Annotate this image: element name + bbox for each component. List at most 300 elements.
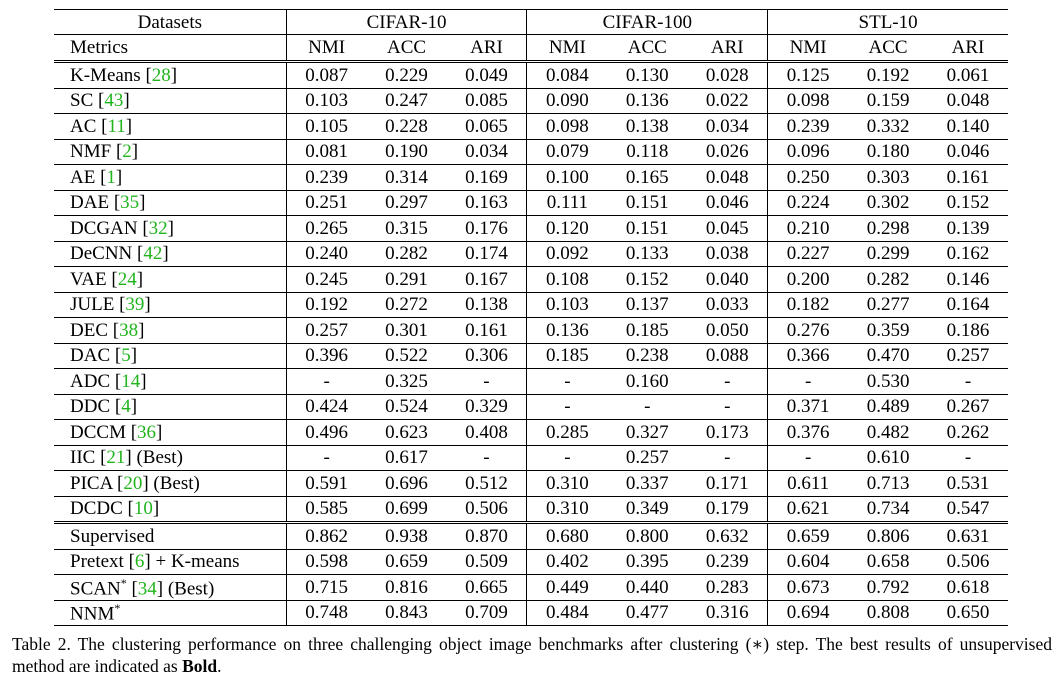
table-row <box>54 292 1008 318</box>
value-cell: 0.299 <box>848 241 928 267</box>
value-cell: 0.315 <box>367 216 447 242</box>
method-name: DCDC <box>70 498 123 520</box>
method-name: Supervised <box>70 525 155 547</box>
method-name-cell: DEC [38] <box>54 318 286 344</box>
value-cell: 0.748 <box>286 600 366 626</box>
value-cell: 0.033 <box>687 292 767 318</box>
citation-link[interactable]: 43 <box>104 90 124 112</box>
value-cell: 0.477 <box>607 600 687 626</box>
value-cell: - <box>687 369 767 395</box>
method-name-cell <box>54 600 286 626</box>
table-row <box>54 523 1008 550</box>
method-suffix: + K-means <box>150 551 240 573</box>
value-cell: 0.169 <box>447 165 527 191</box>
method-name: DDC <box>70 396 111 418</box>
value-cell: 0.028 <box>687 62 767 89</box>
method-name: IIC <box>70 447 96 469</box>
method-name-cell: DCGAN [32] <box>54 216 286 242</box>
table-row <box>54 190 1008 216</box>
citation-link[interactable]: 24 <box>117 268 137 290</box>
table-row <box>54 369 1008 395</box>
citation-link[interactable]: 32 <box>148 217 168 239</box>
value-cell: 0.816 <box>367 575 447 601</box>
citation-link[interactable]: 39 <box>125 294 145 316</box>
citation-link[interactable]: 21 <box>106 447 126 469</box>
value-cell: 0.611 <box>768 471 848 497</box>
value-cell: 0.186 <box>928 318 1008 344</box>
citation-link[interactable]: 20 <box>123 472 143 494</box>
value-cell: 0.522 <box>367 343 447 369</box>
value-cell: 0.531 <box>928 471 1008 497</box>
value-cell: 0.257 <box>928 343 1008 369</box>
value-cell: 0.167 <box>447 267 527 293</box>
table-row <box>54 139 1008 165</box>
value-cell: 0.125 <box>768 62 848 89</box>
table-row <box>54 318 1008 344</box>
value-cell: 0.302 <box>848 190 928 216</box>
value-cell: 0.262 <box>928 420 1008 446</box>
table-row <box>54 600 1008 626</box>
value-cell: 0.440 <box>607 575 687 601</box>
header-datasets-row <box>54 10 1008 35</box>
value-cell: 0.650 <box>928 600 1008 626</box>
value-cell: 0.282 <box>848 267 928 293</box>
value-cell: 0.185 <box>607 318 687 344</box>
value-cell: 0.806 <box>848 523 928 550</box>
method-name: SC <box>70 90 94 112</box>
value-cell: - <box>527 394 607 420</box>
value-cell: 0.048 <box>928 88 1008 114</box>
value-cell: 0.310 <box>527 471 607 497</box>
value-cell: 0.257 <box>607 445 687 471</box>
value-cell: 0.524 <box>367 394 447 420</box>
value-cell: 0.506 <box>928 549 1008 575</box>
value-cell: 0.792 <box>848 575 928 601</box>
value-cell: 0.610 <box>848 445 928 471</box>
value-cell: 0.265 <box>286 216 366 242</box>
citation-link[interactable]: 4 <box>121 396 131 418</box>
value-cell: 0.402 <box>527 549 607 575</box>
value-cell: 0.162 <box>928 241 1008 267</box>
value-cell: 0.137 <box>607 292 687 318</box>
value-cell: 0.800 <box>607 523 687 550</box>
value-cell: 0.163 <box>447 190 527 216</box>
metric-header: NMI <box>527 35 607 62</box>
datasets-header: Datasets <box>54 10 286 35</box>
value-cell: 0.298 <box>848 216 928 242</box>
citation-link[interactable]: 14 <box>121 370 141 392</box>
method-name-cell: SCAN* [34] (Best) <box>54 575 286 601</box>
value-cell: 0.734 <box>848 496 928 523</box>
value-cell: 0.228 <box>367 114 447 140</box>
value-cell: 0.673 <box>768 575 848 601</box>
method-name-cell: DeCNN [42] <box>54 241 286 267</box>
value-cell: 0.160 <box>607 369 687 395</box>
value-cell: 0.449 <box>527 575 607 601</box>
value-cell: 0.598 <box>286 549 366 575</box>
method-name-cell: DCDC [10] <box>54 496 286 523</box>
table-caption <box>12 633 1052 677</box>
table-row <box>54 445 1008 471</box>
value-cell: 0.161 <box>447 318 527 344</box>
value-cell: 0.092 <box>527 241 607 267</box>
value-cell: 0.297 <box>367 190 447 216</box>
group-cifar10-header: CIFAR-10 <box>286 10 527 35</box>
value-cell: 0.151 <box>607 190 687 216</box>
value-cell: 0.376 <box>768 420 848 446</box>
method-name: DCGAN <box>70 217 138 239</box>
method-name-cell: VAE [24] <box>54 267 286 293</box>
table-row <box>54 267 1008 293</box>
value-cell: 0.136 <box>527 318 607 344</box>
value-cell: 0.050 <box>687 318 767 344</box>
value-cell: 0.182 <box>768 292 848 318</box>
value-cell: 0.396 <box>286 343 366 369</box>
citation-link[interactable]: 5 <box>121 345 131 367</box>
value-cell: 0.509 <box>447 549 527 575</box>
value-cell: 0.709 <box>447 600 527 626</box>
value-cell: 0.136 <box>607 88 687 114</box>
table-row <box>54 241 1008 267</box>
value-cell: 0.192 <box>286 292 366 318</box>
value-cell: 0.291 <box>367 267 447 293</box>
citation-link[interactable]: 11 <box>107 115 126 137</box>
table-row <box>54 114 1008 140</box>
citation-link[interactable]: 38 <box>119 319 139 341</box>
method-suffix: (Best) <box>148 472 200 494</box>
value-cell: 0.096 <box>768 139 848 165</box>
value-cell: 0.349 <box>607 496 687 523</box>
value-cell: 0.329 <box>447 394 527 420</box>
value-cell: 0.862 <box>286 523 366 550</box>
method-suffix: (Best) <box>163 577 215 599</box>
table-row <box>54 216 1008 242</box>
method-name: ADC <box>70 370 111 392</box>
value-cell: 0.173 <box>687 420 767 446</box>
value-cell: 0.085 <box>447 88 527 114</box>
method-name: NMF <box>70 141 112 163</box>
value-cell: - <box>768 445 848 471</box>
method-name-cell: JULE [39] <box>54 292 286 318</box>
value-cell: 0.680 <box>527 523 607 550</box>
table-row <box>54 471 1008 497</box>
caption-end: . <box>217 656 222 676</box>
value-cell: 0.180 <box>848 139 928 165</box>
value-cell: 0.176 <box>447 216 527 242</box>
value-cell: 0.251 <box>286 190 366 216</box>
value-cell: 0.408 <box>447 420 527 446</box>
method-name-cell: AC [11] <box>54 114 286 140</box>
method-name: DEC <box>70 319 108 341</box>
value-cell: 0.314 <box>367 165 447 191</box>
value-cell: 0.366 <box>768 343 848 369</box>
value-cell: 0.659 <box>367 549 447 575</box>
value-cell: 0.359 <box>848 318 928 344</box>
value-cell: 0.210 <box>768 216 848 242</box>
value-cell: 0.224 <box>768 190 848 216</box>
citation-link[interactable]: 28 <box>151 64 171 86</box>
method-name: AC <box>70 115 97 137</box>
value-cell: 0.026 <box>687 139 767 165</box>
value-cell: 0.108 <box>527 267 607 293</box>
value-cell: 0.133 <box>607 241 687 267</box>
value-cell: 0.547 <box>928 496 1008 523</box>
value-cell: 0.065 <box>447 114 527 140</box>
method-name: PICA <box>70 472 113 494</box>
value-cell: 0.152 <box>607 267 687 293</box>
value-cell: 0.088 <box>687 343 767 369</box>
method-name: AE <box>70 166 96 188</box>
value-cell: 0.164 <box>928 292 1008 318</box>
value-cell: 0.227 <box>768 241 848 267</box>
method-name-cell: DAC [5] <box>54 343 286 369</box>
method-name: DAC <box>70 345 111 367</box>
value-cell: 0.040 <box>687 267 767 293</box>
method-name-cell: DDC [4] <box>54 394 286 420</box>
value-cell: 0.130 <box>607 62 687 89</box>
value-cell: 0.267 <box>928 394 1008 420</box>
value-cell: 0.623 <box>367 420 447 446</box>
value-cell: 0.272 <box>367 292 447 318</box>
value-cell: 0.696 <box>367 471 447 497</box>
value-cell: 0.045 <box>687 216 767 242</box>
metrics-header: Metrics <box>54 35 286 62</box>
value-cell: 0.303 <box>848 165 928 191</box>
value-cell: - <box>527 445 607 471</box>
value-cell: 0.371 <box>768 394 848 420</box>
value-cell: 0.120 <box>527 216 607 242</box>
method-name: Pretext <box>70 551 124 573</box>
value-cell: 0.327 <box>607 420 687 446</box>
value-cell: 0.084 <box>527 62 607 89</box>
table-body <box>54 35 1008 626</box>
citation-link[interactable]: 34 <box>137 577 157 599</box>
value-cell: 0.659 <box>768 523 848 550</box>
value-cell: 0.245 <box>286 267 366 293</box>
value-cell: 0.301 <box>367 318 447 344</box>
citation-link[interactable]: 1 <box>106 166 116 188</box>
method-name-cell: DCCM [36] <box>54 420 286 446</box>
value-cell: 0.713 <box>848 471 928 497</box>
value-cell: 0.621 <box>768 496 848 523</box>
value-cell: 0.174 <box>447 241 527 267</box>
value-cell: 0.699 <box>367 496 447 523</box>
value-cell: 0.631 <box>928 523 1008 550</box>
method-name: SCAN <box>70 577 121 599</box>
value-cell: 0.049 <box>447 62 527 89</box>
value-cell: 0.395 <box>607 549 687 575</box>
table-row <box>54 496 1008 523</box>
value-cell: 0.938 <box>367 523 447 550</box>
metric-header: ACC <box>367 35 447 62</box>
method-name-cell: IIC [21] (Best) <box>54 445 286 471</box>
value-cell: 0.276 <box>768 318 848 344</box>
value-cell: - <box>687 394 767 420</box>
table-row <box>54 549 1008 575</box>
metric-header: ARI <box>687 35 767 62</box>
value-cell: 0.165 <box>607 165 687 191</box>
method-name-cell: AE [1] <box>54 165 286 191</box>
metric-header: NMI <box>286 35 366 62</box>
table-row <box>54 420 1008 446</box>
value-cell: 0.118 <box>607 139 687 165</box>
value-cell: 0.179 <box>687 496 767 523</box>
value-cell: 0.046 <box>687 190 767 216</box>
citation-link[interactable]: 36 <box>137 421 157 443</box>
value-cell: 0.665 <box>447 575 527 601</box>
value-cell: 0.240 <box>286 241 366 267</box>
value-cell: 0.087 <box>286 62 366 89</box>
value-cell: 0.048 <box>687 165 767 191</box>
citation-link[interactable]: 42 <box>143 243 163 265</box>
value-cell: 0.034 <box>687 114 767 140</box>
value-cell: 0.146 <box>928 267 1008 293</box>
value-cell: 0.105 <box>286 114 366 140</box>
method-suffix: (Best) <box>131 447 183 469</box>
caption-bold-word: Bold <box>182 656 218 676</box>
table-row <box>54 88 1008 114</box>
value-cell: 0.200 <box>768 267 848 293</box>
method-name-cell: ADC [14] <box>54 369 286 395</box>
value-cell: 0.022 <box>687 88 767 114</box>
value-cell: - <box>687 445 767 471</box>
method-name-cell: Pretext [6] + K-means <box>54 549 286 575</box>
value-cell: 0.715 <box>286 575 366 601</box>
method-superscript: * <box>114 601 121 616</box>
value-cell: 0.530 <box>848 369 928 395</box>
value-cell: - <box>286 369 366 395</box>
method-name-cell: K-Means [28] <box>54 62 286 89</box>
method-name-cell: DAE [35] <box>54 190 286 216</box>
citation-link[interactable]: 35 <box>120 192 140 214</box>
value-cell: 0.277 <box>848 292 928 318</box>
value-cell: 0.038 <box>687 241 767 267</box>
value-cell: 0.046 <box>928 139 1008 165</box>
metric-header: ARI <box>928 35 1008 62</box>
metric-header: ACC <box>848 35 928 62</box>
value-cell: 0.161 <box>928 165 1008 191</box>
value-cell: 0.489 <box>848 394 928 420</box>
value-cell: 0.100 <box>527 165 607 191</box>
value-cell: 0.618 <box>928 575 1008 601</box>
value-cell: 0.282 <box>367 241 447 267</box>
value-cell: 0.658 <box>848 549 928 575</box>
table-row <box>54 62 1008 89</box>
value-cell: 0.247 <box>367 88 447 114</box>
value-cell: 0.310 <box>527 496 607 523</box>
value-cell: 0.239 <box>687 549 767 575</box>
value-cell: 0.496 <box>286 420 366 446</box>
value-cell: 0.151 <box>607 216 687 242</box>
value-cell: 0.103 <box>527 292 607 318</box>
value-cell: - <box>447 445 527 471</box>
method-name: DeCNN <box>70 243 133 265</box>
method-name: K-Means <box>70 64 141 86</box>
results-table <box>54 9 1008 626</box>
table-row <box>54 343 1008 369</box>
value-cell: 0.081 <box>286 139 366 165</box>
value-cell: 0.604 <box>768 549 848 575</box>
value-cell: 0.152 <box>928 190 1008 216</box>
group-stl10-header: STL-10 <box>768 10 1008 35</box>
method-name-cell: NMF [2] <box>54 139 286 165</box>
value-cell: 0.034 <box>447 139 527 165</box>
citation-link[interactable]: 10 <box>133 498 153 520</box>
metric-header: ACC <box>607 35 687 62</box>
value-cell: 0.098 <box>527 114 607 140</box>
value-cell: 0.482 <box>848 420 928 446</box>
value-cell: 0.229 <box>367 62 447 89</box>
value-cell: 0.484 <box>527 600 607 626</box>
value-cell: 0.506 <box>447 496 527 523</box>
value-cell: - <box>768 369 848 395</box>
method-name: NNM <box>70 603 115 625</box>
value-cell: 0.424 <box>286 394 366 420</box>
value-cell: - <box>447 369 527 395</box>
metric-header: NMI <box>768 35 848 62</box>
table-row <box>54 394 1008 420</box>
value-cell: 0.171 <box>687 471 767 497</box>
value-cell: 0.138 <box>607 114 687 140</box>
metric-header: ARI <box>447 35 527 62</box>
value-cell: 0.316 <box>687 600 767 626</box>
value-cell: 0.283 <box>687 575 767 601</box>
value-cell: 0.843 <box>367 600 447 626</box>
value-cell: 0.140 <box>928 114 1008 140</box>
value-cell: 0.325 <box>367 369 447 395</box>
method-name: JULE <box>70 294 115 316</box>
value-cell: 0.585 <box>286 496 366 523</box>
value-cell: 0.079 <box>527 139 607 165</box>
method-name-cell <box>54 523 286 550</box>
value-cell: 0.617 <box>367 445 447 471</box>
method-name-cell: SC [43] <box>54 88 286 114</box>
value-cell: - <box>607 394 687 420</box>
value-cell: 0.470 <box>848 343 928 369</box>
value-cell: 0.512 <box>447 471 527 497</box>
value-cell: 0.090 <box>527 88 607 114</box>
value-cell: 0.257 <box>286 318 366 344</box>
value-cell: 0.098 <box>768 88 848 114</box>
value-cell: 0.870 <box>447 523 527 550</box>
caption-text: Table 2. The clustering performance on three challenging object image benchmarks after clustering (∗) step. The best results of unsupervised method are indicated as <box>12 634 1052 676</box>
table-row <box>54 575 1008 601</box>
value-cell: - <box>928 445 1008 471</box>
value-cell: 0.694 <box>768 600 848 626</box>
value-cell: 0.138 <box>447 292 527 318</box>
value-cell: 0.632 <box>687 523 767 550</box>
value-cell: 0.238 <box>607 343 687 369</box>
method-name: DCCM <box>70 421 126 443</box>
value-cell: 0.250 <box>768 165 848 191</box>
value-cell: 0.111 <box>527 190 607 216</box>
method-name-cell: PICA [20] (Best) <box>54 471 286 497</box>
value-cell: 0.808 <box>848 600 928 626</box>
value-cell: 0.337 <box>607 471 687 497</box>
value-cell: 0.306 <box>447 343 527 369</box>
value-cell: - <box>286 445 366 471</box>
value-cell: 0.239 <box>286 165 366 191</box>
table-row <box>54 165 1008 191</box>
value-cell: - <box>928 369 1008 395</box>
value-cell: 0.192 <box>848 62 928 89</box>
citation-link[interactable]: 2 <box>122 141 132 163</box>
value-cell: 0.103 <box>286 88 366 114</box>
value-cell: 0.239 <box>768 114 848 140</box>
value-cell: 0.061 <box>928 62 1008 89</box>
citation-link[interactable]: 6 <box>134 551 145 573</box>
value-cell: 0.190 <box>367 139 447 165</box>
